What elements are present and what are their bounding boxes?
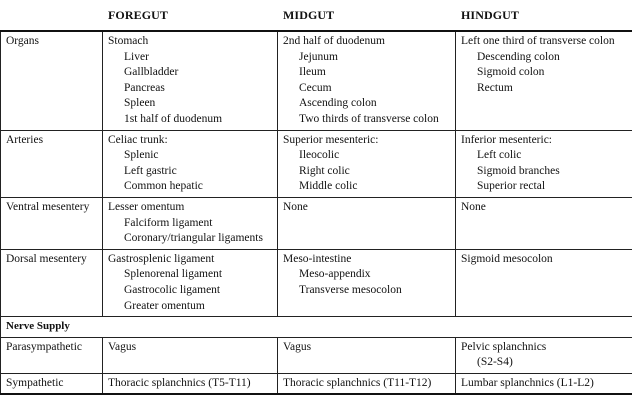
cell-ventral-midgut bbox=[278, 197, 456, 249]
cell-sympathetic-hindgut bbox=[456, 373, 632, 394]
cell-subitem: Gastrocolic ligament bbox=[124, 283, 221, 296]
row-label-parasympathetic bbox=[1, 337, 103, 373]
row-label-organs bbox=[1, 31, 103, 130]
embryology-table bbox=[0, 30, 632, 395]
cell-title: Lesser omentum bbox=[108, 200, 185, 213]
row-label-text: Dorsal mesentery bbox=[6, 252, 87, 265]
table-row-parasympathetic bbox=[1, 337, 632, 373]
cell-dorsal-midgut bbox=[278, 249, 456, 316]
cell-dorsal-foregut bbox=[103, 249, 278, 316]
cell-ventral-hindgut bbox=[456, 197, 632, 249]
row-label-text: Sympathetic bbox=[6, 376, 64, 389]
section-title-nerve-supply: Nerve Supply bbox=[1, 317, 632, 338]
cell-subitem: 1st half of duodenum bbox=[124, 112, 223, 125]
cell-subitem: Gallbladder bbox=[124, 66, 179, 79]
cell-sympathetic-foregut bbox=[103, 373, 278, 394]
cell-title: Superior mesenteric: bbox=[283, 133, 379, 146]
cell-title: Meso-intestine bbox=[283, 252, 352, 265]
row-label-ventral bbox=[1, 197, 103, 249]
cell-subitem: Transverse mesocolon bbox=[299, 283, 402, 296]
table-row-ventral-mesentery bbox=[1, 197, 632, 249]
cell-subitem: Rectum bbox=[477, 81, 513, 94]
cell-text: Vagus bbox=[283, 340, 312, 353]
cell-subitem: Ileum bbox=[299, 66, 326, 79]
cell-subitem: Cecum bbox=[299, 81, 332, 94]
header-foregut: FOREGUT bbox=[108, 8, 169, 22]
cell-subitem: Common hepatic bbox=[124, 180, 203, 193]
table-row-arteries bbox=[1, 130, 632, 197]
cell-subitem: Splenic bbox=[124, 149, 159, 162]
cell-subitem: Splenorenal ligament bbox=[124, 268, 223, 281]
cell-subitem: Superior rectal bbox=[477, 180, 546, 193]
cell-subitem: Jejunum bbox=[299, 50, 338, 63]
cell-title: 2nd half of duodenum bbox=[283, 35, 385, 47]
cell-sympathetic-midgut bbox=[278, 373, 456, 394]
cell-title: Stomach bbox=[108, 35, 149, 47]
cell-subitem: Ascending colon bbox=[299, 97, 377, 110]
cell-text: Vagus bbox=[108, 340, 137, 353]
cell-subitem: Left gastric bbox=[124, 164, 177, 177]
cell-arteries-midgut bbox=[278, 130, 456, 197]
cell-subitem: Liver bbox=[124, 50, 149, 63]
row-label-text: Ventral mesentery bbox=[6, 200, 90, 213]
cell-organs-midgut bbox=[278, 31, 456, 130]
cell-organs-hindgut bbox=[456, 31, 632, 130]
cell-organs-foregut bbox=[103, 31, 278, 130]
header-hindgut: HINDGUT bbox=[461, 8, 520, 22]
cell-title: Celiac trunk: bbox=[108, 133, 168, 146]
cell-subitem: Two thirds of transverse colon bbox=[299, 112, 439, 125]
cell-text: Thoracic splanchnics (T5-T11) bbox=[108, 376, 251, 389]
cell-title: Inferior mesenteric: bbox=[461, 133, 552, 146]
cell-subitem: Sigmoid branches bbox=[477, 164, 560, 177]
cell-parasympathetic-midgut bbox=[278, 337, 456, 373]
row-label-dorsal bbox=[1, 249, 103, 316]
row-label-arteries bbox=[1, 130, 103, 197]
row-label-text: Parasympathetic bbox=[6, 340, 83, 353]
cell-subitem: Ileocolic bbox=[299, 149, 340, 162]
cell-subitem: Sigmoid colon bbox=[477, 66, 545, 79]
cell-ventral-foregut bbox=[103, 197, 278, 249]
cell-text: Thoracic splanchnics (T11-T12) bbox=[283, 376, 432, 389]
header-midgut: MIDGUT bbox=[283, 8, 335, 22]
cell-subitem: Descending colon bbox=[477, 50, 560, 63]
cell-subitem: Spleen bbox=[124, 97, 156, 110]
table-row-sympathetic bbox=[1, 373, 632, 394]
cell-subitem: (S2-S4) bbox=[477, 356, 513, 369]
cell-subitem: Coronary/triangular ligaments bbox=[124, 232, 263, 245]
table-row-dorsal-mesentery bbox=[1, 249, 632, 316]
cell-subitem: Pancreas bbox=[124, 81, 165, 94]
table-row-organs bbox=[1, 31, 632, 130]
cell-text: Pelvic splanchnics bbox=[461, 340, 547, 353]
cell-arteries-hindgut bbox=[456, 130, 632, 197]
table-row-nerve-supply bbox=[1, 317, 632, 338]
cell-title: Left one third of transverse colon bbox=[461, 35, 615, 47]
cell-subitem: Falciform ligament bbox=[124, 216, 213, 229]
cell-parasympathetic-hindgut bbox=[456, 337, 632, 373]
row-label-text: Arteries bbox=[6, 133, 44, 146]
cell-subitem: Left colic bbox=[477, 149, 522, 162]
cell-subitem: Right colic bbox=[299, 164, 350, 177]
cell-arteries-foregut bbox=[103, 130, 278, 197]
cell-title: None bbox=[461, 200, 486, 213]
row-label-text: Organs bbox=[6, 35, 40, 47]
row-label-sympathetic bbox=[1, 373, 103, 394]
cell-subitem: Greater omentum bbox=[124, 299, 205, 312]
cell-parasympathetic-foregut bbox=[103, 337, 278, 373]
cell-subitem: Middle colic bbox=[299, 180, 358, 193]
cell-title: Sigmoid mesocolon bbox=[461, 252, 553, 265]
cell-dorsal-hindgut bbox=[456, 249, 632, 316]
cell-title: None bbox=[283, 200, 308, 213]
cell-subitem: Meso-appendix bbox=[299, 268, 371, 281]
cell-text: Lumbar splanchnics (L1-L2) bbox=[461, 376, 594, 389]
cell-title: Gastrosplenic ligament bbox=[108, 252, 215, 265]
